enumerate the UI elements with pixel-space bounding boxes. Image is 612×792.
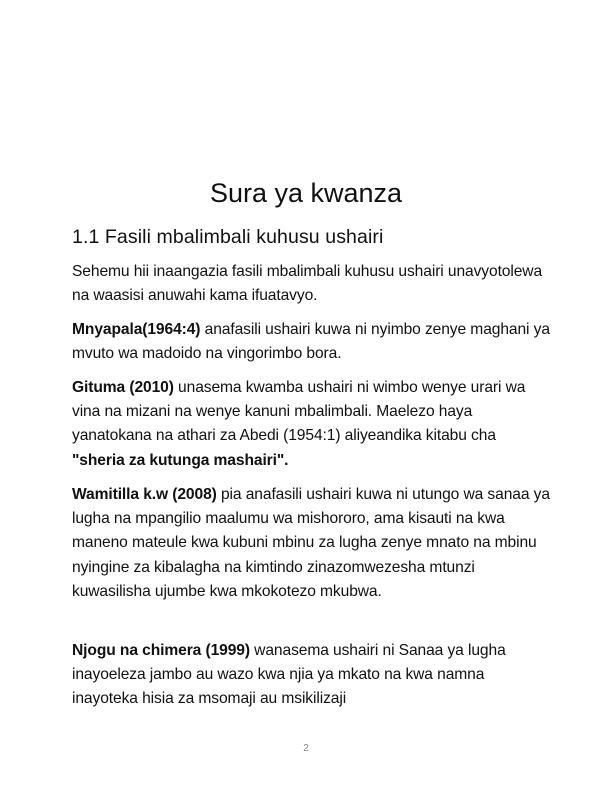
paragraph-text: wanasema ushairi ni Sanaa ya lugha inayoeleza jambo au wazo kwa njia ya mkato na kwa namna inayoteka hisia za msomaji au msikilizaji (72, 642, 506, 708)
citation-source: Wamitilla k.w (2008) (72, 486, 217, 503)
paragraph-text: unasema kwamba ushairi ni wimbo wenye urari wa vina na mizani na wenye kanuni mbalimbali. Maelezo haya yanatokana na athari za Abedi (1954:1) aliyeandika kitabu cha (72, 379, 526, 445)
intro-text: Sehemu hii inaangazia fasili mbalimbali kuhusu ushairi unavyotolewa na waasisi anuwahi kama ifuatavyo. (72, 263, 543, 305)
citation-source: Mnyapala(1964:4) (72, 321, 201, 338)
chapter-title: Sura ya kwanza (209, 178, 403, 208)
paragraph-gituma (72, 376, 550, 473)
book-title: "sheria za kutunga mashairi". (72, 451, 289, 469)
paragraph-text: pia anafasili ushairi kuwa ni utungo wa sanaa ya lugha na mpangilio maalumu wa mishororo, ama kisauti na kwa maneno mateule kwa kubuni mbinu za lugha zenye mnato na mbinu nyingine za kibalagha na kimtindo zinazomwezesha mtunzi kuwasilisha ujumbe kwa mkokotezo mkubwa. (72, 486, 550, 600)
paragraph-text: anafasili ushairi kuwa ni nyimbo zenye maghani ya mvuto wa madoido na vingorimbo bora. (72, 321, 550, 363)
citation-source: Gituma (2010) (72, 379, 174, 396)
page-number: 2 (303, 743, 309, 754)
paragraph-mnyapala (72, 318, 550, 366)
section-heading: 1.1 Fasili mbalimbali kuhusu ushairi (72, 226, 384, 248)
paragraph-njogu (72, 639, 550, 712)
intro-paragraph (72, 260, 550, 308)
citation-source: Njogu na chimera (1999) (72, 642, 250, 659)
paragraph-wamitilla (72, 483, 550, 604)
